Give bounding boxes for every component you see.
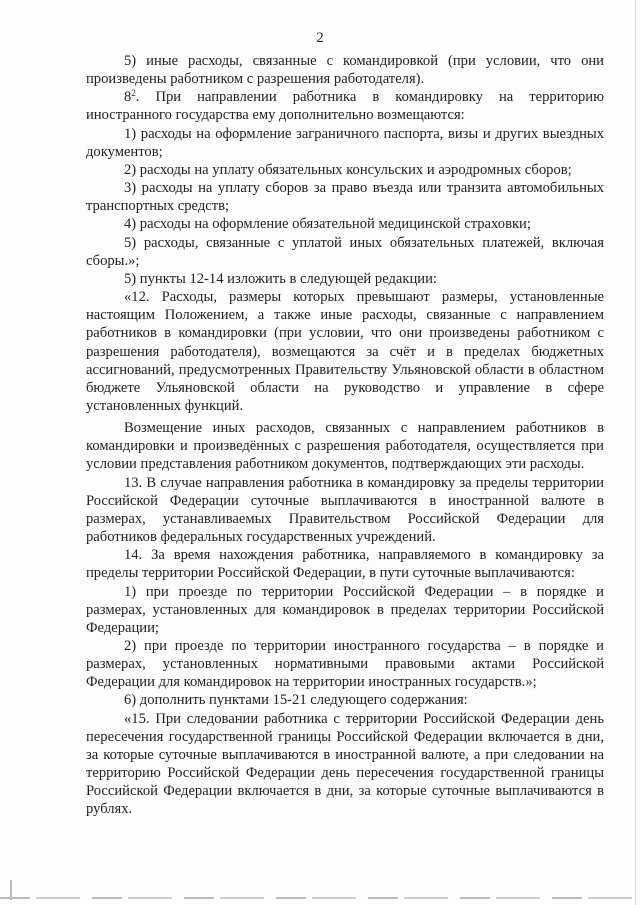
paragraph-8-2-heading [86, 88, 604, 124]
item-4-insurance: 4) расходы на оформление обязательной медицинской страховки; [124, 216, 531, 233]
clause-superscript: 2 [131, 88, 136, 99]
document-body [86, 52, 604, 819]
point-14-item-1: 1) при проезде по территории Российской Федерации – в порядке и размерах, установленных для командировок в пределах территории Российской Федерации; [86, 583, 604, 636]
point-14: 14. За время нахождения работника, направляемого в командировку за пределы территории Российской Федерации, в пути суточные выплачиваются: [86, 547, 604, 582]
point-13: 13. В случае направления работника в командировку за пределы территории Российской Федерации суточные выплачиваются в иностранной валюте в размерах, устанавливаемых Правительством Российской Федерации для работников федеральных государственных учреждений. [86, 474, 604, 546]
item-2-consular-fees: 2) расходы на уплату обязательных консульских и аэродромных сборов; [124, 161, 572, 178]
point-12: «12. Расходы, размеры которых превышают размеры, установленные настоящим Положением, а также иные расходы, связанные с направлением работников в командировки (при условии, что они произведены работником с разрешения работодателя), возмещаются за счёт и в пределах бюджетных ассигнований, предусмотренных Правительству Ульяновской области в областном бюджете Ульяновской области на руководство и управление в сфере установленных функций. [86, 289, 604, 414]
point-12-reimbursement: Возмещение иных расходов, связанных с направлением работников в командировки и произведённых с разрешения работодателя, осуществляется при условии представления работником документов, подтверждающих эти расходы. [86, 420, 604, 473]
clause-number: 8 [124, 89, 132, 106]
item-3-transit-fees: 3) расходы на уплату сборов за право въезда или транзита автомобильных транспортных средств; [86, 180, 604, 215]
scan-artifact-bottom [0, 897, 640, 899]
clause-text: . При направлении работника в командировку на территорию иностранного государства ему дополнительно возмещаются: [86, 89, 604, 124]
scan-artifact-left [10, 880, 12, 900]
item-5-other-payments: 5) расходы, связанные с уплатой иных обязательных платежей, включая сборы.»; [86, 234, 604, 269]
amendment-5-points-12-14: 5) пункты 12-14 изложить в следующей редакции: [124, 270, 437, 287]
page-number: 2 [316, 30, 324, 46]
point-14-item-2: 2) при проезде по территории иностранного государства – в порядке и размерах, установленных нормативными правовыми актами Российской Федерации для командировок на территории иностранных государств.»; [86, 638, 604, 691]
paragraph-5-other-expenses: 5) иные расходы, связанные с командировкой (при условии, что они произведены работником с разрешения работодателя). [86, 53, 604, 88]
point-15: «15. При следовании работника с территории Российской Федерации день пересечения государственной границы Российской Федерации включается в дни, за которые суточные выплачиваются в иностранной валюте, а при следовании на территорию Российской Федерации день пересечения государственной границы Российской Федерации включается в дни, за которые суточные выплачиваются в рублях. [86, 710, 604, 818]
item-1-passport: 1) расходы на оформление заграничного паспорта, визы и других выездных документов; [86, 125, 604, 160]
scan-edge [635, 0, 636, 905]
amendment-6-points-15-21: 6) дополнить пунктами 15-21 следующего содержания: [124, 692, 468, 709]
